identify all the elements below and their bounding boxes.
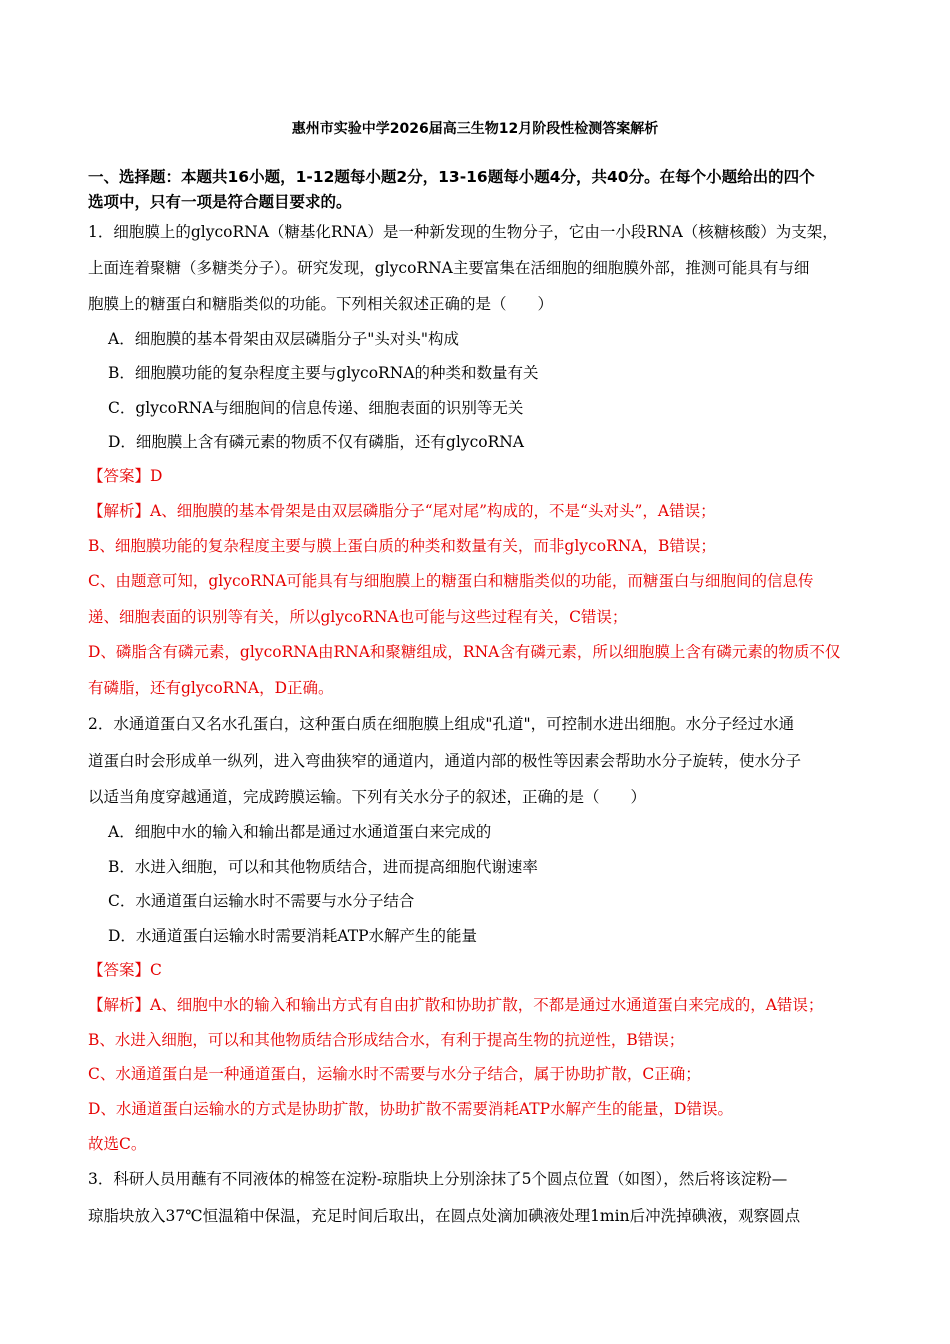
q1-analysis-line-1: 【解析】A、细胞膜的基本骨架是由双层磷脂分子“尾对尾”构成的，不是“头对头”，A错误；: [88, 502, 716, 520]
q1-stem-line-1: 1．细胞膜上的glycoRNA（糖基化RNA）是一种新发现的生物分子，它由一小段RNA（核糖核酸）为支架，: [88, 223, 838, 241]
q1-answer: 【答案】D: [88, 467, 163, 485]
q2-analysis-line-4: D、水通道蛋白运输水的方式是协助扩散，协助扩散不需要消耗ATP水解产生的能量，D错误。: [88, 1100, 733, 1118]
q2-option-a: A．细胞中水的输入和输出都是通过水通道蛋白来完成的: [108, 823, 492, 841]
q2-analysis-line-1: 【解析】A、细胞中水的输入和输出方式有自由扩散和协助扩散，不都是通过水通道蛋白来完成的，A错误；: [88, 996, 824, 1014]
q1-analysis-line-6: 有磷脂，还有glycoRNA，D正确。: [88, 679, 334, 697]
q1-analysis-line-3: C、由题意可知，glycoRNA可能具有与细胞膜上的糖蛋白和糖脂类似的功能，而糖蛋白与细胞间的信息传: [88, 572, 814, 590]
q2-stem-line-1: 2．水通道蛋白又名水孔蛋白，这种蛋白质在细胞膜上组成"孔道"，可控制水进出细胞。水分子经过水通: [88, 715, 795, 733]
section-heading-line-1: 一、选择题：本题共16小题，1-12题每小题2分，13-16题每小题4分，共40分。在每个小题给出的四个: [88, 168, 815, 186]
q1-stem-line-2: 上面连着聚糖（多糖类分子）。研究发现，glycoRNA主要富集在活细胞的细胞膜外部，推测可能具有与细: [88, 259, 810, 277]
q1-stem-line-3: 胞膜上的糖蛋白和糖脂类似的功能。下列相关叙述正确的是（ ）: [88, 295, 554, 313]
q2-conclusion: 故选C。: [88, 1135, 147, 1153]
q2-analysis-line-3: C、水通道蛋白是一种通道蛋白，运输水时不需要与水分子结合，属于协助扩散，C正确；: [88, 1065, 701, 1083]
section-heading-line-2: 选项中，只有一项是符合题目要求的。: [88, 193, 352, 211]
q1-option-b: B．细胞膜功能的复杂程度主要与glycoRNA的种类和数量有关: [108, 364, 539, 382]
q2-option-c: C．水通道蛋白运输水时不需要与水分子结合: [108, 892, 415, 910]
q1-analysis-line-5: D、磷脂含有磷元素，glycoRNA由RNA和聚糖组成，RNA含有磷元素，所以细胞膜上含有磷元素的物质不仅: [88, 643, 841, 661]
q1-option-a: A．细胞膜的基本骨架由双层磷脂分子"头对头"构成: [108, 330, 459, 348]
q2-stem-line-2: 道蛋白时会形成单一纵列，进入弯曲狭窄的通道内，通道内部的极性等因素会帮助水分子旋转，使水分子: [88, 752, 802, 770]
document-title: 惠州市实验中学2026届高三生物12月阶段性检测答案解析: [291, 121, 659, 137]
q2-answer: 【答案】C: [88, 961, 162, 979]
q2-option-d: D．水通道蛋白运输水时需要消耗ATP水解产生的能量: [108, 927, 478, 945]
q1-analysis-line-2: B、细胞膜功能的复杂程度主要与膜上蛋白质的种类和数量有关，而非glycoRNA，B错误；: [88, 537, 716, 555]
q1-analysis-line-4: 递、细胞表面的识别等有关，所以glycoRNA也可能与这些过程有关，C错误；: [88, 608, 628, 626]
q2-analysis-line-2: B、水进入细胞，可以和其他物质结合形成结合水，有利于提高生物的抗逆性，B错误；: [88, 1031, 685, 1049]
q3-stem-line-1: 3．科研人员用蘸有不同液体的棉签在淀粉-琼脂块上分别涂抹了5个圆点位置（如图），然后将该淀粉—: [88, 1170, 788, 1188]
q1-option-c: C．glycoRNA与细胞间的信息传递、细胞表面的识别等无关: [108, 399, 524, 417]
q1-option-d: D．细胞膜上含有磷元素的物质不仅有磷脂，还有glycoRNA: [108, 433, 525, 451]
q3-stem-line-2: 琼脂块放入37℃恒温箱中保温，充足时间后取出，在圆点处滴加碘液处理1min后冲洗掉碘液，观察圆点: [88, 1207, 801, 1225]
q2-stem-line-3: 以适当角度穿越通道，完成跨膜运输。下列有关水分子的叙述，正确的是（ ）: [88, 788, 647, 806]
q2-option-b: B．水进入细胞，可以和其他物质结合，进而提高细胞代谢速率: [108, 858, 538, 876]
